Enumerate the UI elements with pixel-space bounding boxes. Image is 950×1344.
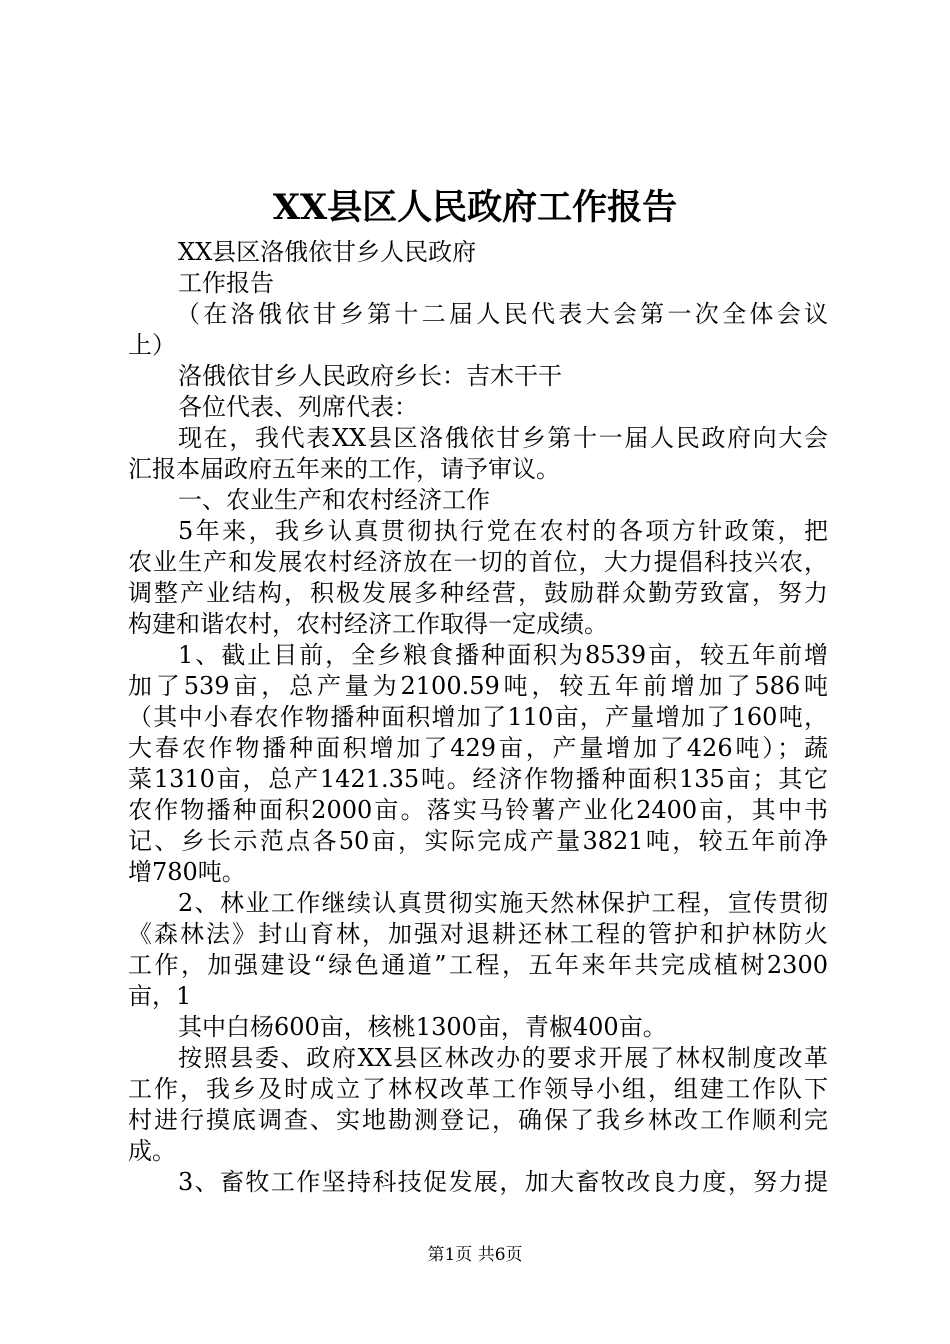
body-line: 农业生产和发展农村经济放在一切的首位，大力提倡科技兴农， <box>128 548 828 576</box>
body-line: 一、农业生产和农村经济工作 <box>178 486 490 514</box>
body-line: 按照县委、政府XX县区林改办的要求开展了林权制度改革 <box>178 1044 828 1072</box>
body-line: 工作报告 <box>178 269 274 297</box>
body-line: （其中小春农作物播种面积增加了110亩，产量增加了160吨， <box>128 703 828 731</box>
body-line: 《森林法》封山育林，加强对退耕还林工程的管护和护林防火 <box>128 920 828 948</box>
body-line: 大春农作物播种面积增加了429亩，产量增加了426吨）；蔬 <box>128 734 828 762</box>
body-line: 工作，加强建设“绿色通道”工程，五年来年共完成植树2300 <box>128 951 828 979</box>
body-line: （在洛俄依甘乡第十二届人民代表大会第一次全体会议 <box>176 300 828 328</box>
body-line: 工作，我乡及时成立了林权改革工作领导小组，组建工作队下 <box>128 1075 828 1103</box>
body-line: 调整产业结构，积极发展多种经营，鼓励群众勤劳致富，努力 <box>128 579 828 607</box>
body-line: 汇报本届政府五年来的工作，请予审议。 <box>128 455 560 483</box>
body-line: 2、林业工作继续认真贯彻实施天然林保护工程，宣传贯彻 <box>178 889 828 917</box>
body-line: 各位代表、列席代表： <box>178 393 418 421</box>
body-line: 1、截止目前，全乡粮食播种面积为8539亩，较五年前增 <box>178 641 828 669</box>
body-line: 增780吨。 <box>128 858 246 886</box>
body-line: 现在，我代表XX县区洛俄依甘乡第十一届人民政府向大会 <box>178 424 828 452</box>
document-title: XX县区人民政府工作报告 <box>272 187 678 228</box>
body-line: 记、乡长示范点各50亩，实际完成产量3821吨，较五年前净 <box>128 827 828 855</box>
body-line: 5年来，我乡认真贯彻执行党在农村的各项方针政策，把 <box>178 517 828 545</box>
page-footer: 第1页 共6页 <box>427 1245 523 1265</box>
body-line: XX县区洛俄依甘乡人民政府 <box>178 238 477 266</box>
body-line: 菜1310亩，总产1421.35吨。经济作物播种面积135亩；其它 <box>128 765 828 793</box>
body-line: 其中白杨600亩，核桃1300亩，青椒400亩。 <box>178 1013 667 1041</box>
document-body <box>128 237 828 1198</box>
body-line: 加了539亩，总产量为2100.59吨，较五年前增加了586吨 <box>128 672 828 700</box>
body-line: 农作物播种面积2000亩。落实马铃薯产业化2400亩，其中书 <box>128 796 828 824</box>
body-line: 洛俄依甘乡人民政府乡长：吉木干干 <box>178 362 562 390</box>
body-line: 构建和谐农村，农村经济工作取得一定成绩。 <box>128 610 608 638</box>
body-line: 成。 <box>128 1137 176 1165</box>
body-line: 亩，1 <box>128 982 192 1010</box>
body-line: 村进行摸底调查、实地勘测登记，确保了我乡林改工作顺利完 <box>128 1106 828 1134</box>
body-line: 上） <box>128 331 176 359</box>
body-line: 3、畜牧工作坚持科技促发展，加大畜牧改良力度，努力提 <box>178 1168 828 1196</box>
